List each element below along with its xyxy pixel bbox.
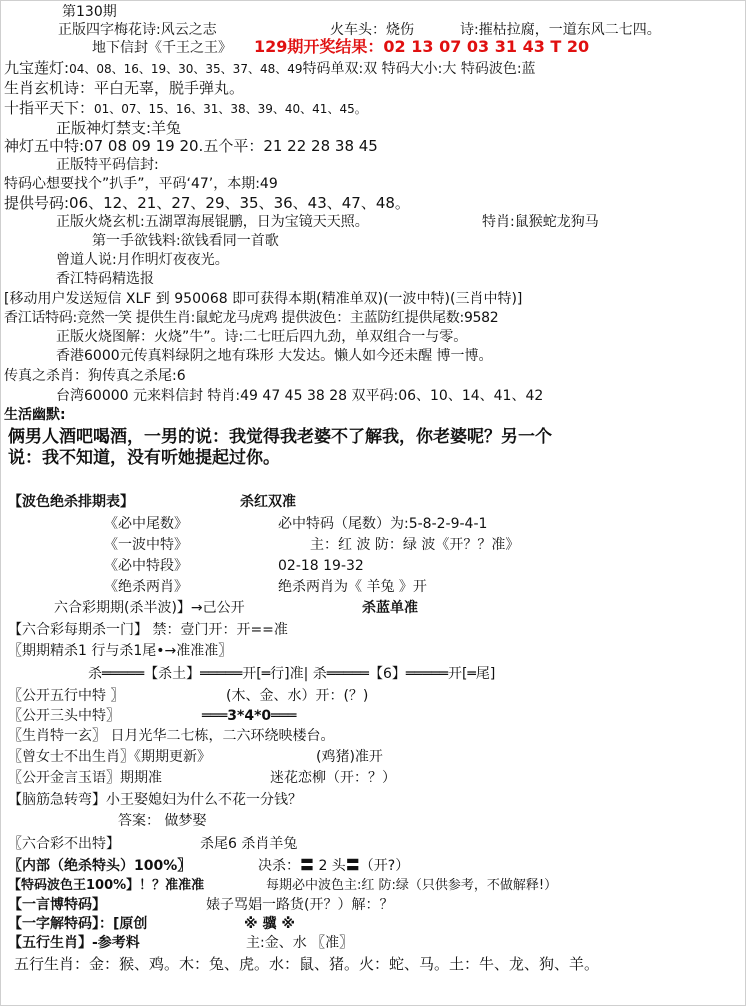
lamp-five-special: 神灯五中特:07 08 09 19 20.五个平：21 22 28 38 45 [4,137,378,155]
tw-60000: 台湾60000 元来料信封 特肖:49 47 45 38 28 双平码:06、10、14、41、42 [56,388,544,404]
element-zodiac-footer: 五行生肖：金：猴、鸡。木：兔、虎。水：鼠、猪。火：蛇、马。土：牛、龙、狗、羊。 [14,955,600,973]
special-flat-envelope: 正版特平码信封: [56,157,159,173]
xiangjiang-header: 香江特码精选报 [56,271,154,287]
fax-kill: 传真之杀肖：狗传真之杀尾:6 [4,368,186,384]
shizhi-label: 十指平天下： [4,99,95,117]
first-hand-tip: 第一手欲钱料:欲钱看同一首歌 [92,233,279,249]
element-zodiac-key: 【五行生肖】-参考料 [8,935,140,951]
wave-row-value: 02-18 19-32 [278,558,364,574]
madam-zeng-value: (鸡猪)准开 [316,749,383,765]
never-out-key: 〖六合彩不出特】 [8,836,120,852]
fire-zodiac: 特肖:鼠猴蛇龙狗马 [482,214,599,230]
train-head: 火车头：烧伤 [330,22,414,38]
inner-kill-key: 〖内部（绝杀特头）100%〗 [8,858,192,874]
wave-row-value: 主：红 波 防：绿 波《开？？准》 [310,537,520,553]
brain-teaser-answer: 答案： 做梦娶 [118,813,207,829]
jiubao-numbers: 04、08、16、19、30、35、37、48、49 [69,62,303,76]
kill-element-tail: 〖期期精杀1 行与杀1尾•→准准准〗 [8,643,233,659]
kill-element-row: 杀═════【杀土】═════开[═行]准| 杀═════【6】═════开[═尾] [88,666,496,682]
poem-verse: 诗:摧枯拉腐，一道东风二七四。 [460,22,661,38]
wave-king-key: 【特码波色王100%】！？准准准 [8,878,205,893]
jiubao-row [4,58,536,79]
never-out-value: 杀尾6 杀肖羊兔 [200,836,298,852]
golden-words-key: 〖公开金言玉语〗期期准 [8,770,162,786]
madam-zeng-key: 〖曾女士不出生肖〗《期期更新》 [8,749,211,765]
three-head-value: ═══3*4*0═══ [202,708,297,724]
wave-row-value: 必中特码（尾数）为:5-8-2-9-4-1 [278,516,488,532]
fire-diagram: 正版火烧图解：火烧”牛”。诗:二七旺后四九劲，单双组合一与零。 [56,329,468,345]
wave-table-label: 【波色绝杀排期表】 [8,494,134,510]
wave-king-value: 每期必中波色主:红 防:绿（只供参考，不做解释!） [266,878,558,893]
wave-row-key: 《绝杀两肖》 [104,579,188,595]
brain-teaser-question: 【脑筋急转弯】小王娶媳妇为什么不花一分钱？ [8,792,302,808]
sms-promo: [移动用户发送短信 XLF 到 950068 即可获得本期(精准单双)(一波中特)(三肖中特)] [4,291,523,307]
five-element-key: 〖公开五行中特 〗 [8,688,125,704]
kill-blue: 杀蓝单准 [362,600,418,616]
humor-title: 生活幽默: [4,407,66,423]
element-zodiac-value: 主:金、水 〖准〗 [246,935,354,951]
zodiac-riddle-poem: 生肖玄机诗：平白无辜，脱手弹丸。 [4,79,245,97]
one-char-key: 【一字解特码】：[原创 [8,916,148,932]
one-char-value: ※ 骥 ※ [244,916,295,932]
wave-row-key: 《一波中特》 [104,537,188,553]
golden-words-value: 迷花恋柳（开：？） [270,770,396,786]
wave-row-key: 《必中特段》 [104,558,188,574]
wave-row-key: 《必中尾数》 [104,516,188,532]
shizhi-numbers: 01、07、15、16、31、38、39、40、41、45。 [94,102,367,116]
hk-6000-fax: 香港6000元传真料绿阴之地有珠形 大发达。懒人如今还未醒 博一博。 [56,348,493,364]
jiubao-tail: 特码单双:双 特码大小:大 特码波色:蓝 [302,61,536,77]
humor-line-2: 说：我不知道，没有听她提起过你。 [8,448,280,468]
underground-envelope-label: 地下信封《千王之王》 [92,40,232,56]
one-word-value: 婊子骂娼一路货(开？）解：？ [206,897,394,913]
issue-number: 第130期 [62,4,117,20]
shizhi-row [4,98,367,119]
humor-line-1: 俩男人酒吧喝酒，一男的说：我觉得我老婆不了解我，你老婆呢？另一个 [8,427,552,447]
wave-table-title: 杀红双准 [240,494,296,510]
xiangjiang-talk: 香江话特码:竞然一笑 提供生肖:鼠蛇龙马虎鸡 提供波色：主蓝防红提供尾数:9582 [4,310,499,326]
half-wave-public: 六合彩期期(杀半波)】→己公开 [54,600,245,616]
zodiac-special-one: 〖生肖特一玄〗 日月光华二七栋，二六环绕映楼台。 [8,728,335,744]
wish-line: 特码心想要找个”扒手”，平码‘47’，本期:49 [4,176,278,192]
provided-numbers: 提供号码:06、12、21、27、29、35、36、43、47、48。 [4,194,410,212]
fire-riddle: 正版火烧玄机:五湖罩海展锟鹏，日为宝镜天天照。 [56,214,369,230]
draw-result-banner: 129期开奖结果：02 13 07 03 31 43 T 20 [254,37,590,56]
five-element-value: (木、金、水）开：(？) [226,688,369,704]
lamp-forbidden: 正版神灯禁支:羊兔 [56,119,182,137]
kill-one-door: 【六合彩每期杀一门】 禁：壹门开：开==准 [8,622,288,638]
jiubao-label: 九宝莲灯: [4,59,70,77]
wave-row-value: 绝杀两肖为《 羊兔 》开 [278,579,427,595]
three-head-key: 〖公开三头中特〗 [8,708,120,724]
taoist-saying: 曾道人说:月作明灯夜夜光。 [56,252,229,268]
one-word-key: 【一言博特码】 [8,897,106,913]
inner-kill-value: 决杀：〓 2 头〓（开?） [258,858,410,874]
plum-poem-label: 正版四字梅花诗:风云之志 [58,22,217,38]
